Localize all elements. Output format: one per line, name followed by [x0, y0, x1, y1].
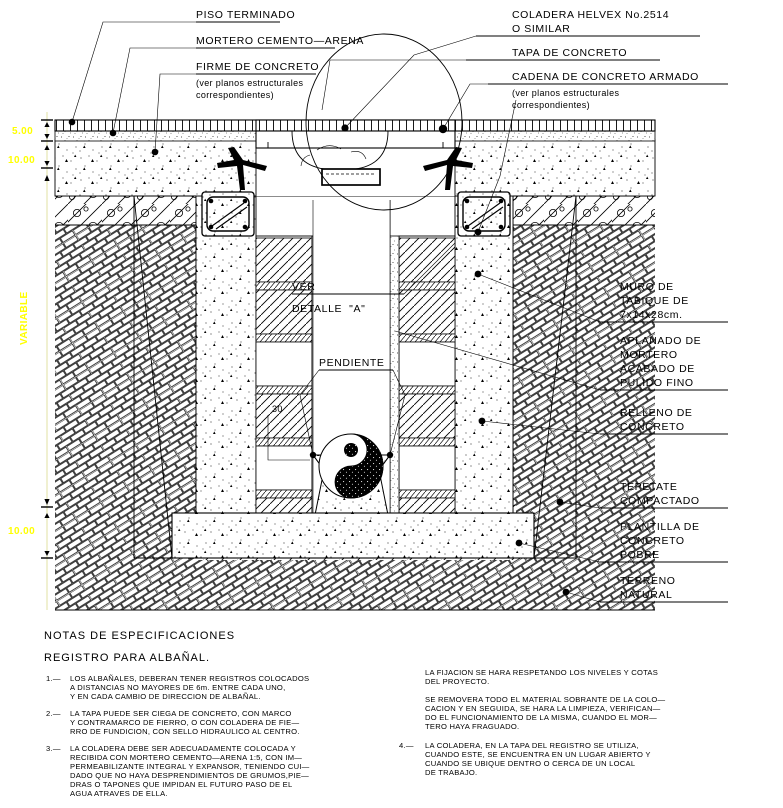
- dot-muro: [475, 271, 482, 278]
- note-4-line-3: CUANDO SE UBIQUE DENTRO O CERCA DE UN LOCAL: [425, 759, 636, 768]
- note-1-line-3: Y EN CADA CAMBIO DE DIRECCION DE ALBAÑAL.: [70, 692, 261, 701]
- label-firme-note-2: correspondientes): [196, 90, 274, 100]
- dimension-10-top: 10.00: [8, 155, 36, 166]
- dot-cadena-right: [475, 229, 482, 236]
- label-cadena-note-2: correspondientes): [512, 100, 590, 110]
- plantilla-de-concreto-pobre: [172, 513, 534, 558]
- note-2-line-3: RRO DE FUNDICION, CON SELLO HIDRAULICO AL CENTRO.: [70, 727, 300, 736]
- label-mortero-cemento: MORTERO CEMENTO—ARENA: [196, 35, 364, 47]
- label-cadena-note-1: (ver planos estructurales: [512, 88, 620, 98]
- label-firme-note-1: (ver planos estructurales: [196, 78, 304, 88]
- dimension-5: 5.00: [12, 126, 34, 137]
- note-1-num: 1.—: [46, 674, 61, 683]
- note-3-line-3: PERMEABILIZANTE INTEGRAL Y EXPANSOR, TENIENDO CUI—: [70, 762, 310, 771]
- note-3-line-1: LA COLADERA DEBE SER ADECUADAMENTE COLOCADA Y: [70, 744, 296, 753]
- label-coladera-1: COLADERA HELVEX No.2514: [512, 9, 670, 21]
- note-2-line-1: LA TAPA PUEDE SER CIEGA DE CONCRETO, CON MARCO: [70, 709, 292, 718]
- label-relleno-1: RELLENO DE: [620, 407, 693, 419]
- note-r2-line-2: CACION Y EN SEGUIDA, SE HARA LA LIMPIEZA, VERIFICAN—: [425, 704, 661, 713]
- media-cana-channel: [319, 434, 383, 498]
- note-3-line-2: RECIBIDA CON MORTERO CEMENTO—ARENA 1:5, CON IM—: [70, 753, 303, 762]
- label-tepetate-2: COMPACTADO: [620, 495, 700, 507]
- label-coladera-2: O SIMILAR: [512, 23, 571, 35]
- cadena-de-concreto-armado-left: [202, 192, 254, 236]
- dot-coladera: [341, 124, 348, 131]
- note-2-line-2: Y CONTRAMARCO DE FIERRO, O CON COLADERA DE FIE—: [70, 718, 300, 727]
- section-drawing: [55, 34, 655, 610]
- note-r1-line-1: LA FIJACION SE HARA RESPETANDO LOS NIVELES Y COTAS: [425, 668, 659, 677]
- note-r2-line-1: SE REMOVERA TODO EL MATERIAL SOBRANTE DE LA COLO—: [425, 695, 666, 704]
- label-relleno-2: CONCRETO: [620, 421, 685, 433]
- dimension-10-bottom: 10.00: [8, 526, 36, 537]
- note-4-line-1: LA COLADERA, EN LA TAPA DEL REGISTRO SE UTILIZA,: [425, 741, 639, 750]
- dot-terreno: [563, 589, 570, 596]
- angle-30-label: 30: [272, 404, 283, 414]
- label-muro-1: MURO DE: [620, 281, 674, 293]
- dot-relleno: [479, 418, 486, 425]
- label-muro-3: 7x14x28cm.: [620, 309, 683, 321]
- tapa-de-concreto: [256, 120, 455, 148]
- label-aplanado-2: MORTERO: [620, 349, 678, 361]
- label-aplanado-4: PULIDO FINO: [620, 377, 694, 389]
- label-aplanado-3: ACABADO DE: [620, 363, 695, 375]
- note-r2-line-3: DO EL FUNCIONAMIENTO DE LA MISMA, CUANDO EL MOR—: [425, 713, 657, 722]
- label-terreno-1: TERRENO: [620, 575, 676, 587]
- note-1-line-2: A DISTANCIAS NO MAYORES DE 6m. ENTRE CADA UNO,: [70, 683, 286, 692]
- note-r2-line-4: TERO HAYA FRAGUADO.: [425, 722, 520, 731]
- dot-mortero: [110, 130, 117, 137]
- pendiente-label: PENDIENTE: [319, 357, 385, 369]
- muro-de-tabique-left: [256, 236, 312, 526]
- note-4-num: 4.—: [399, 741, 414, 750]
- label-aplanado-1: APLANADO DE: [620, 335, 702, 347]
- label-tepetate-1: TEPETATE: [620, 481, 678, 493]
- label-plantilla-1: PLANTILLA DE: [620, 521, 700, 533]
- label-plantilla-2: CONCRETO: [620, 535, 685, 547]
- dimension-variable: VARIABLE: [19, 291, 30, 345]
- ver-detalle-line1: VER: [292, 281, 316, 293]
- note-3-num: 3.—: [46, 744, 61, 753]
- note-4-line-4: DE TRABAJO.: [425, 768, 478, 777]
- label-firme-concreto: FIRME DE CONCRETO: [196, 61, 320, 73]
- dot-piso: [69, 119, 76, 126]
- label-plantilla-3: POBRE: [620, 549, 660, 561]
- label-tapa-concreto: TAPA DE CONCRETO: [512, 47, 628, 59]
- notes-subtitle: REGISTRO PARA ALBAÑAL.: [44, 652, 211, 664]
- muro-de-tabique-right: [399, 236, 455, 526]
- note-2-num: 2.—: [46, 709, 61, 718]
- note-4-line-2: CUANDO ESTE, SE ENCUENTRA EN UN LUGAR ABIERTO Y: [425, 750, 651, 759]
- note-3-line-4: DADO QUE NO HAYA DESPRENDIMIENTOS DE GRUMOS,PIE—: [70, 771, 310, 780]
- label-cadena-concreto: CADENA DE CONCRETO ARMADO: [512, 71, 699, 83]
- note-3-line-5: DRAS O TAPONES QUE IMPIDAN EL FUTURO PASO DE EL: [70, 780, 293, 789]
- note-3-line-6: AGUA ATRAVES DE ELLA.: [70, 789, 168, 798]
- notes-title: NOTAS DE ESPECIFICACIONES: [44, 630, 236, 642]
- ver-detalle-line2: DETALLE "A": [292, 303, 366, 315]
- dot-firme: [152, 149, 159, 156]
- label-muro-2: TABIQUE DE: [620, 295, 689, 307]
- dot-cadena: [439, 125, 447, 133]
- note-r1-line-2: DEL PROYECTO.: [425, 677, 490, 686]
- label-piso-terminado: PISO TERMINADO: [196, 9, 296, 21]
- cadena-de-concreto-armado-right: [458, 192, 510, 236]
- note-1-line-1: LOS ALBAÑALES, DEBERAN TENER REGISTROS COLOCADOS: [70, 674, 310, 683]
- dot-tepetate: [557, 499, 564, 506]
- label-terreno-2: NATURAL: [620, 589, 673, 601]
- dot-plantilla: [516, 540, 523, 547]
